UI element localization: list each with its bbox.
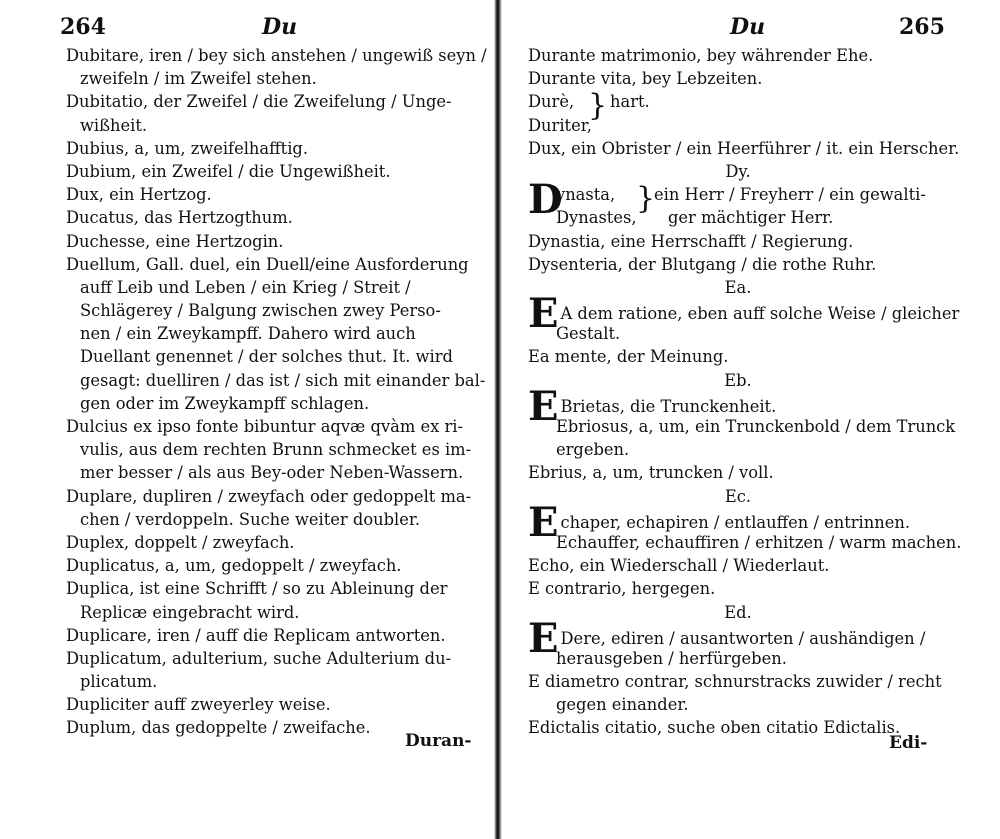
entry-line: Dux, ein Obrister / ein Heerführer / it. ein Herscher. [528,138,960,158]
entry-line: Echo, ein Wiederschall / Wiederlaut. [528,556,830,576]
entry-line: Ebriosus, a, um, ein Trunckenbold / dem Trunck [556,417,956,437]
right-page [500,0,1000,839]
entry-line: Dere, ediren / ausantworten / aushändigen / [560,628,926,648]
section-heading-dy: Dy. [725,161,751,181]
dure-entry [528,90,948,136]
entry-line: Ducatus, das Hertzogthum. [66,208,293,228]
initial-letter: E [528,614,559,662]
entry-line: Replicæ eingebracht wird. [80,602,300,622]
entry-line: wißheit. [80,115,148,135]
initial-letter: D [528,176,563,224]
entry-line: gen oder im Zweykampff schlagen. [80,393,370,413]
entry-line: chaper, echapiren / entlauffen / entrinnen. [560,512,911,532]
entry-line: Brietas, die Trunckenheit. [560,396,777,416]
entry-line: Echauffer, echauffiren / erhitzen / warm machen. [556,532,962,552]
brace-glyph: } [588,88,608,124]
entry-line: Dynastes, [556,208,637,228]
left-column [66,44,487,740]
section-heading-ed: Ed. [724,602,752,622]
entry-line: Durante vita, bey Lebzeiten. [528,69,763,89]
entry-line: Duplum, das gedoppelte / zweifache. [66,718,371,738]
entry-line: Dulcius ex ipso fonte bibuntur aqvæ qvàm ex ri- [66,417,463,436]
entry-line: nen / ein Zweykampff. Dahero wird auch [80,324,416,344]
entry-line: vulis, aus dem rechten Brunn schmecket es im- [80,440,472,460]
entry-line: plicatum. [80,672,158,692]
entry-line: Dupliciter auff zweyerley weise. [66,695,331,715]
entry-line: mer besser / als aus Bey-oder Neben-Wassern. [80,463,464,483]
initial-letter: E [528,498,559,546]
entry-line: Durè, [528,92,575,112]
dynasta-entry [528,176,948,229]
entry-line: Duchesse, eine Hertzogin. [66,231,284,251]
right-catchword: Edi- [889,733,928,753]
section-heading-ec: Ec. [724,486,752,506]
section-heading-ea: Ea. [724,277,752,297]
entry-line: chen / verdoppeln. Suche weiter doubler. [80,509,421,529]
entry-line: Dysenteria, der Blutgang / die rothe Ruhr. [528,254,877,274]
entry-line: Duplex, doppelt / zweyfach. [66,532,295,552]
entry-line: Durante matrimonio, bey währender Ehe. [528,46,874,65]
entry-line: gesagt: duelliren / das ist / sich mit einander bal- [80,370,486,390]
entry-line: ein Herr / Freyherr / ein gewalti- [654,185,926,205]
brace-glyph: } [636,181,656,217]
right-page-number: 265 [899,14,945,40]
initial-letter: E [528,382,559,430]
entry-line: auff Leib und Leben / ein Krieg / Streit / [80,277,411,297]
initial-letter: E [528,290,559,338]
entry-line: Dynastia, eine Herrschafft / Regierung. [528,231,854,251]
entry-line: Ea mente, der Meinung. [528,347,729,367]
entry-line: Duplicatum, adulterium, suche Adulterium du- [66,648,452,668]
entry-line: Edictalis citatio, suche oben citatio Edictalis. [528,718,901,738]
entry-line: hart. [610,92,650,112]
entry-line: E diametro contrar, schnurstracks zuwider / recht [528,672,942,692]
entry-line: herausgeben / herfürgeben. [556,648,787,668]
entry-line: Duplica, ist eine Schrifft / so zu Ableinung der [66,579,448,599]
left-page-number: 264 [60,14,106,40]
entry-line: Duellum, Gall. duel, ein Duell/eine Ausforderung [66,254,469,274]
entry-line: ger mächtiger Herr. [668,208,834,228]
entry-line: Duplicatus, a, um, gedoppelt / zweyfach. [66,556,402,576]
entry-line: A dem ratione, eben auff solche Weise / gleicher [560,304,960,324]
entry-line: E contrario, hergegen. [528,579,716,599]
section-heading-eb: Eb. [724,370,752,390]
right-running-head: Du [730,14,766,40]
entry-line: Dubius, a, um, zweifelhafftig. [66,138,309,158]
entry-line: gegen einander. [556,695,689,715]
entry-line: ynasta, [556,185,616,205]
entry-line: Dubitatio, der Zweifel / die Zweifelung / Unge- [66,92,452,112]
entry-line: Dubium, ein Zweifel / die Ungewißheit. [66,161,391,181]
entry-line: zweifeln / im Zweifel stehen. [80,69,317,89]
left-catchword: Duran- [405,731,472,751]
entry-line: Ebrius, a, um, truncken / voll. [528,463,774,483]
right-column [528,44,962,740]
left-running-head: Du [262,14,298,40]
entry-line: Schlägerey / Balgung zwischen zwey Perso- [80,301,441,321]
entry-line: Dubitare, iren / bey sich anstehen / ungewiß seyn / [66,46,487,65]
entry-line: Duplare, dupliren / zweyfach oder gedoppelt ma- [66,486,472,506]
entry-line: Duriter, [528,115,592,135]
entry-line: Dux, ein Hertzog. [66,185,212,205]
entry-line: Duplicare, iren / auff die Replicam antworten. [66,625,446,645]
entry-line: Duellant genennet / der solches thut. It. wird [80,347,453,367]
entry-line: ergeben. [556,440,630,460]
entry-line: Gestalt. [556,324,621,344]
